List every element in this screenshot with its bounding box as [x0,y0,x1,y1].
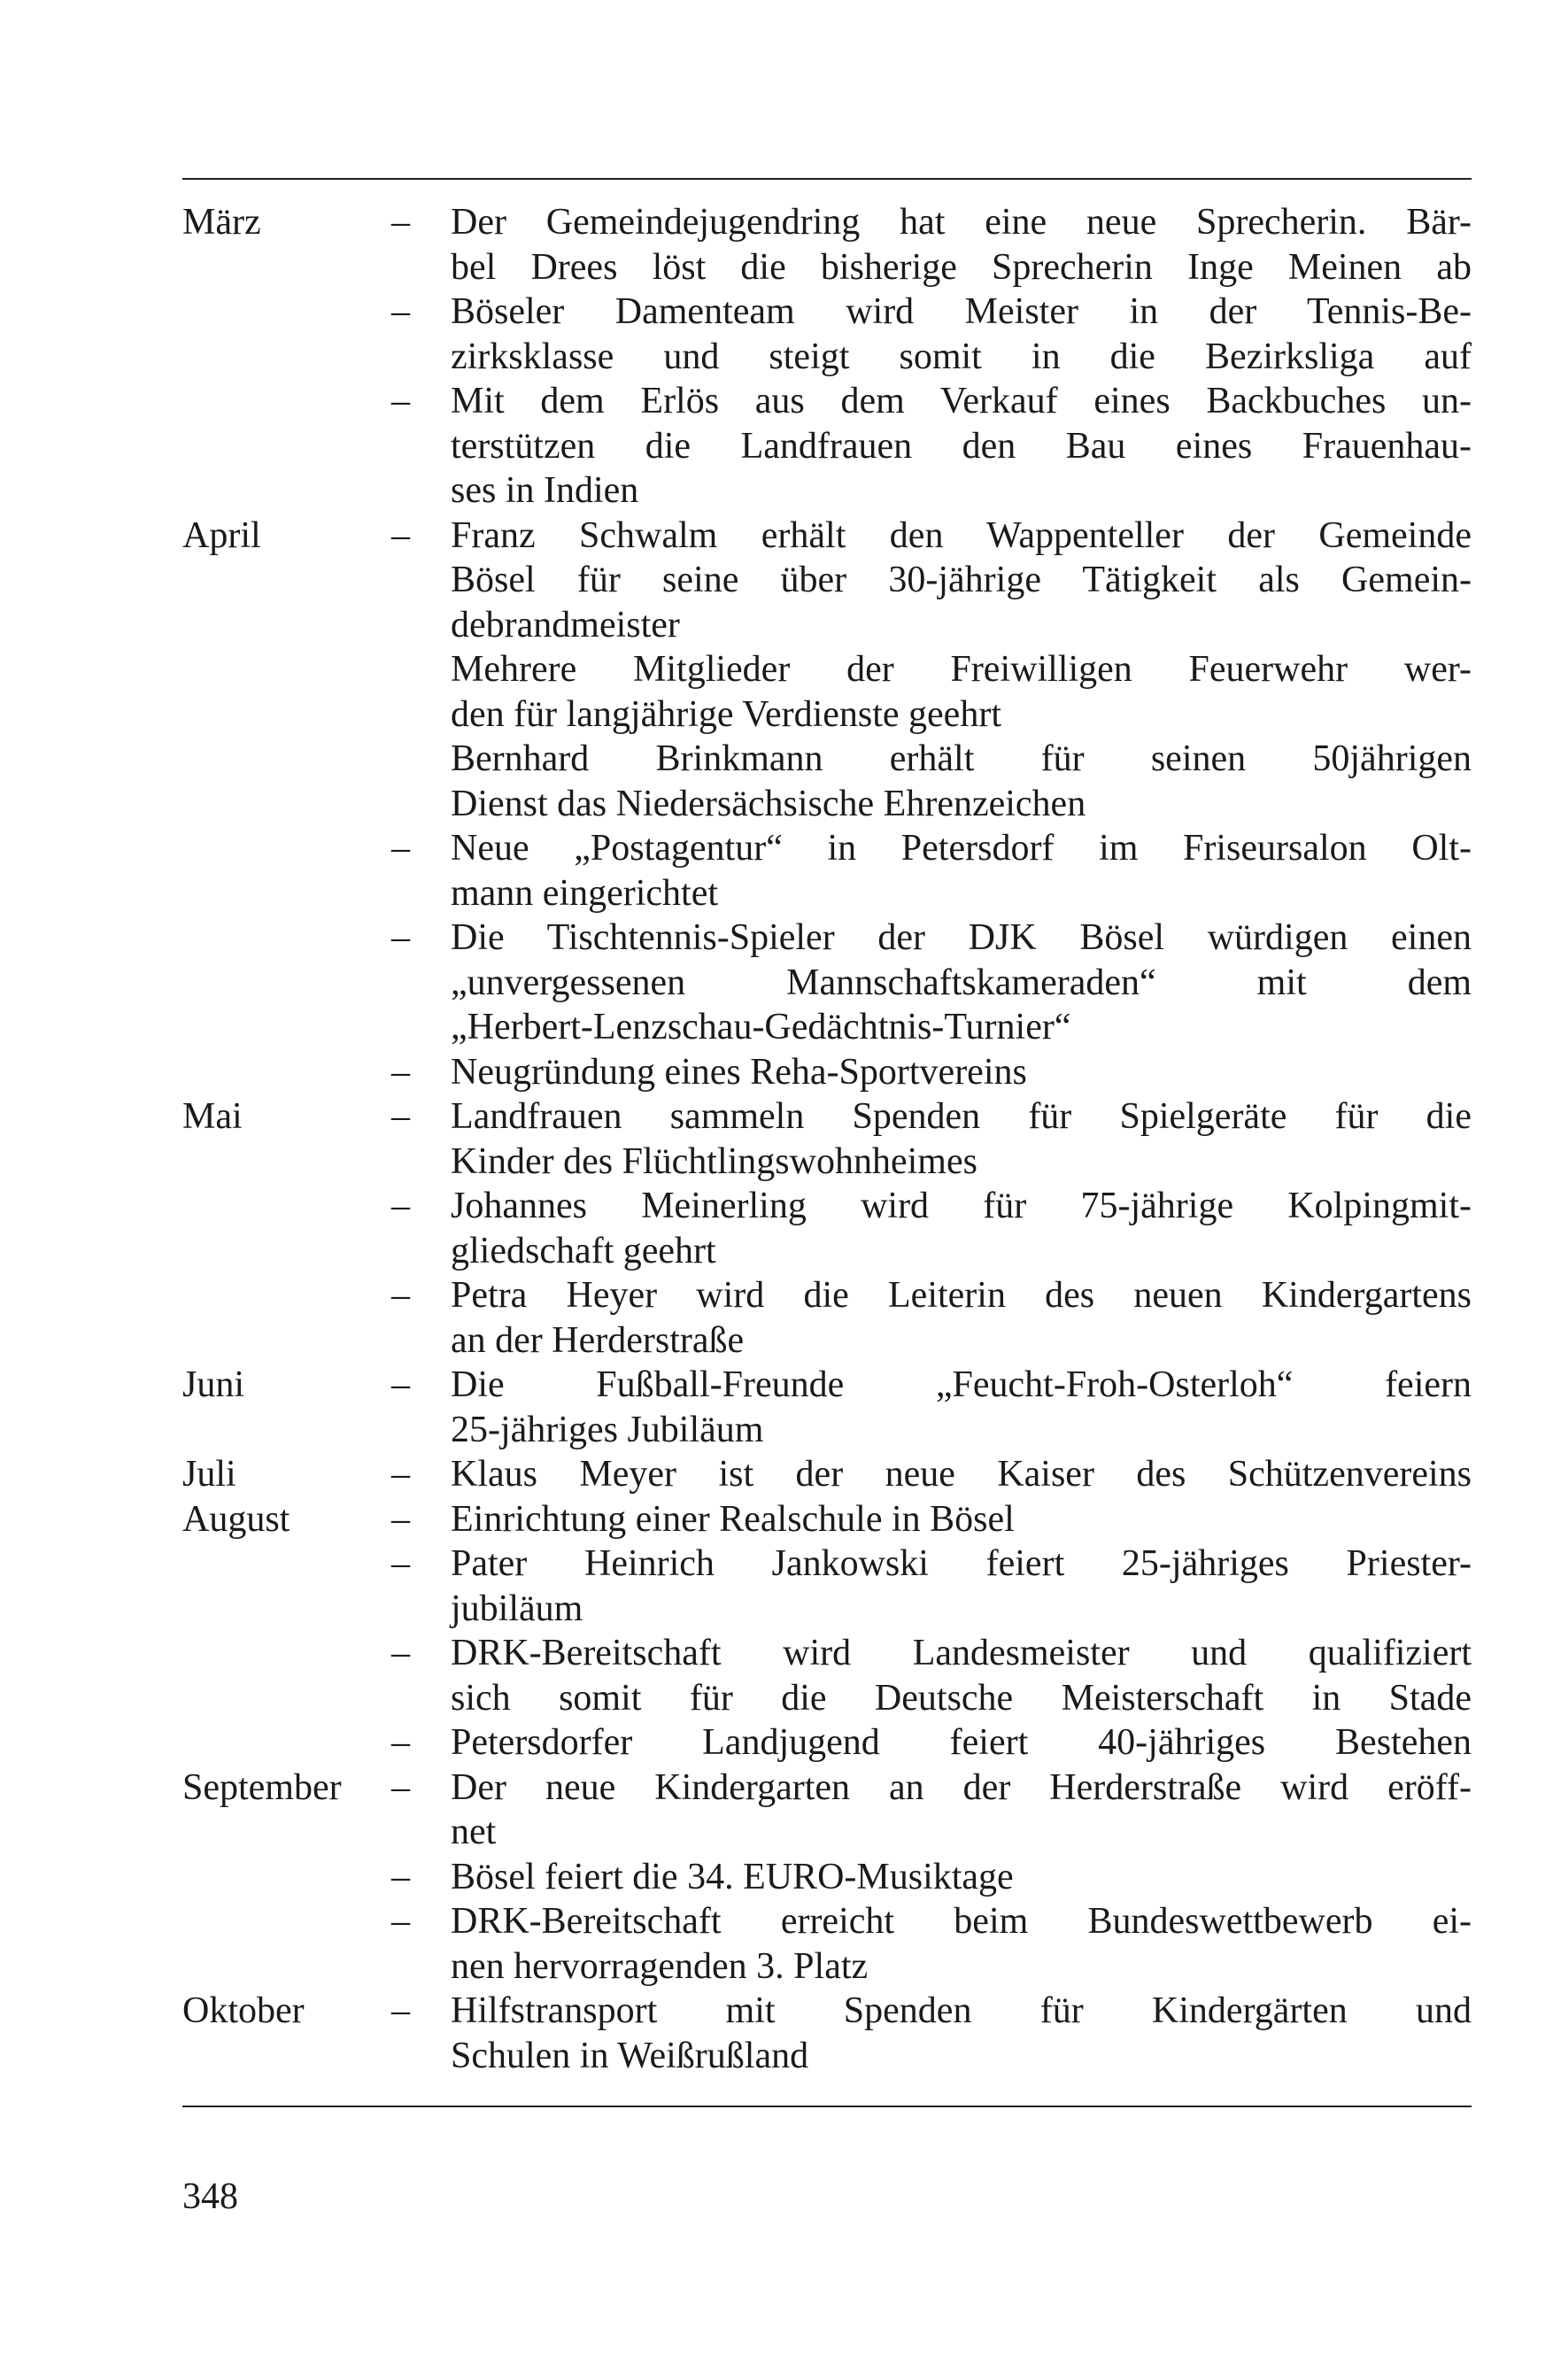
chronicle-line [182,335,1472,380]
chronicle-line [182,1855,1472,1900]
entry-dash: – [391,381,410,421]
entry-dash: – [391,1901,410,1942]
page-number: 348 [182,2176,238,2217]
entry-dash: – [391,1275,410,1316]
entry-dash: – [391,1856,410,1897]
chronicle-line [182,514,1472,559]
month-label: April [182,514,261,556]
entry-text: Kinder des Flüchtlingswohnheimes [451,1140,977,1182]
bottom-rule [182,2106,1472,2107]
entry-text: Petersdorfer Landjugend feiert 40-jähriges Bestehen [451,1722,1472,1763]
month-label: Juni [182,1364,245,1405]
entry-text: Hilfstransport mit Spenden für Kindergärten und [451,1990,1472,2031]
chronicle-line [182,1005,1472,1050]
chronicle-line [182,1229,1472,1274]
chronicle-line [182,468,1472,514]
chronicle-line [182,871,1472,916]
entry-dash: – [391,1543,410,1584]
chronicle-line [182,379,1472,424]
entry-dash: – [391,291,410,332]
chronicle-line [182,782,1472,827]
entry-text: mann eingerichtet [451,872,719,914]
entry-text: Die Fußball-Freunde „Feucht-Froh-Osterloh“ feiern [451,1364,1472,1405]
chronicle-line [182,424,1472,469]
entry-text: DRK-Bereitschaft wird Landesmeister und qualifiziert [451,1633,1472,1673]
entry-text: Dienst das Niedersächsische Ehrenzeichen [451,783,1086,824]
entry-dash: – [391,917,410,958]
entry-text: Klaus Meyer ist der neue Kaiser des Schützenvereins [451,1454,1472,1495]
chronicle-line [182,1631,1472,1676]
chronicle-line [182,737,1472,782]
entry-dash: – [391,828,410,869]
chronicle-line [182,1318,1472,1364]
entry-dash: – [391,1051,410,1093]
entry-text: DRK-Bereitschaft erreicht beim Bundeswettbewerb ei- [451,1901,1472,1942]
entry-dash: – [391,514,410,556]
chronicle-line [182,290,1472,335]
entry-text: Der neue Kindergarten an der Herderstraße wird eröff- [451,1766,1472,1808]
chronicle-line [182,1989,1472,2034]
chronicle-line [182,1094,1472,1140]
entry-dash: – [391,1633,410,1673]
entry-text: Der Gemeindejugendring hat eine neue Sprecherin. Bär- [451,202,1472,243]
entry-text: an der Herderstraße [451,1319,745,1361]
chronicle-line [182,1587,1472,1632]
chronicle-line [182,961,1472,1006]
entry-text: 25-jähriges Jubiläum [451,1409,764,1450]
entry-dash: – [391,202,410,243]
entry-text: den für langjährige Verdienste geehrt [451,693,1001,735]
entry-text: Schulen in Weißrußland [451,2035,809,2076]
entry-text: Bernhard Brinkmann erhält für seinen 50jährigen [451,738,1472,779]
entry-dash: – [391,1096,410,1137]
entry-dash: – [391,1990,410,2031]
month-label: August [182,1498,290,1540]
chronicle-line [182,1899,1472,1944]
entry-text: Petra Heyer wird die Leiterin des neuen Kindergartens [451,1275,1472,1316]
entry-text: sich somit für die Deutsche Meisterschaft in Stade [451,1677,1472,1719]
chronicle-line [182,1497,1472,1542]
chronicle-line [182,1676,1472,1721]
entry-text: gliedschaft geehrt [451,1230,716,1271]
entry-text: Neue „Postagentur“ in Petersdorf im Friseursalon Olt- [451,828,1472,869]
entry-text: „unvergessenen Mannschaftskameraden“ mit dem [451,962,1472,1003]
chronicle-line [182,2034,1472,2079]
month-label: Oktober [182,1990,305,2031]
chronicle-line [182,916,1472,961]
top-rule [182,178,1472,180]
entry-text: zirksklasse und steigt somit in die Bezirksliga auf [451,336,1472,377]
entry-text: Johannes Meinerling wird für 75-jährige Kolpingmit- [451,1186,1472,1226]
entry-text: Böseler Damenteam wird Meister in der Tennis-Be- [451,291,1472,332]
month-label: Mai [182,1096,243,1137]
entry-dash: – [391,1722,410,1763]
entry-text: debrandmeister [451,604,680,645]
entry-text: nen hervorragenden 3. Platz [451,1945,869,1987]
chronicle-line [182,1050,1472,1095]
entry-text: Franz Schwalm erhält den Wappenteller der Gemeinde [451,514,1472,556]
entry-dash: – [391,1186,410,1226]
entry-dash: – [391,1454,410,1495]
chronicle-line [182,1452,1472,1497]
chronicle-line [182,1140,1472,1185]
chronicle-line [182,1810,1472,1855]
chronicle-line [182,1273,1472,1318]
chronicle-list [182,200,1472,2078]
chronicle-line [182,558,1472,603]
entry-text: ses in Indien [451,470,639,511]
entry-text: jubiläum [451,1588,583,1629]
chronicle-line [182,200,1472,245]
chronicle-line [182,1184,1472,1229]
month-label: März [182,202,261,243]
entry-text: terstützen die Landfrauen den Bau eines Frauenhau- [451,425,1472,467]
entry-text: bel Drees löst die bisherige Sprecherin Inge Meinen ab [451,246,1472,288]
entry-text: Bösel feiert die 34. EURO-Musiktage [451,1856,1014,1897]
entry-text: Pater Heinrich Jankowski feiert 25-jähriges Priester- [451,1543,1472,1584]
entry-text: Einrichtung einer Realschule in Bösel [451,1498,1015,1540]
month-label: September [182,1766,342,1808]
entry-dash: – [391,1498,410,1540]
chronicle-line [182,1720,1472,1766]
chronicle-line [182,1363,1472,1408]
entry-dash: – [391,1766,410,1808]
chronicle-line [182,826,1472,871]
chronicle-line [182,692,1472,738]
chronicle-line [182,603,1472,648]
entry-dash: – [391,1364,410,1405]
entry-text: Landfrauen sammeln Spenden für Spielgeräte für die [451,1096,1472,1137]
entry-text: Neugründung eines Reha-Sportvereins [451,1051,1027,1093]
chronicle-line [182,1408,1472,1453]
chronicle-line [182,245,1472,290]
entry-text: Bösel für seine über 30-jährige Tätigkeit als Gemein- [451,560,1472,600]
entry-text: Mit dem Erlös aus dem Verkauf eines Backbuches un- [451,381,1472,421]
chronicle-line [182,1944,1472,1990]
entry-text: „Herbert-Lenzschau-Gedächtnis-Turnier“ [451,1007,1071,1047]
entry-text: Die Tischtennis-Spieler der DJK Bösel würdigen einen [451,917,1472,958]
chronicle-line [182,1766,1472,1811]
chronicle-line [182,1542,1472,1587]
entry-text: Mehrere Mitglieder der Freiwilligen Feuerwehr wer- [451,649,1472,690]
chronicle-line [182,647,1472,692]
month-label: Juli [182,1454,236,1495]
entry-text: net [451,1812,497,1852]
